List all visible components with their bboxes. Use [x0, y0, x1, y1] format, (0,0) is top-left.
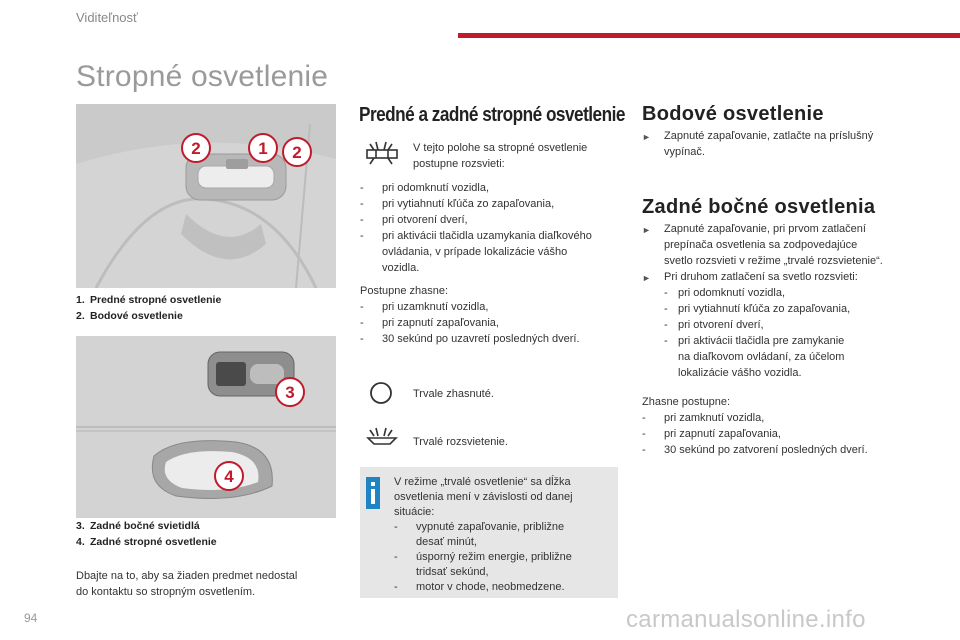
- badge-2-left: [180, 132, 212, 164]
- rear-off-conditions: Zhasne postupne: - pri zamknutí vozidla, - pri zapnutí zapaľovania, - 30 sekúnd po zatvorení posledných dverí.: [642, 394, 912, 458]
- watermark: carmanualsonline.info: [626, 606, 866, 633]
- door-mode-text: V tejto polohe sa stropné osvetlenie postupne rozsvieti:: [413, 142, 588, 170]
- captions-rear: [76, 518, 217, 550]
- header-accent-bar: [458, 33, 960, 38]
- list-item: - motor v chode, neobmedzene.: [394, 581, 565, 593]
- door-mode-icon: [364, 140, 400, 168]
- svg-text:2: 2: [191, 139, 201, 158]
- light-off-icon: [368, 380, 394, 406]
- rear-lights-photo: [76, 336, 336, 518]
- captions-front: [76, 292, 221, 324]
- page-title: Stropné osvetlenie: [76, 60, 329, 93]
- list-item: - pri zamknutí vozidla,: [642, 412, 765, 424]
- list-item: - pri vytiahnutí kľúča zo zapaľovania,: [360, 198, 555, 210]
- svg-text:3: 3: [285, 383, 295, 402]
- page-number: 94: [24, 611, 38, 625]
- list-item: - pri zapnutí zapaľovania,: [360, 317, 499, 329]
- caption-item: 3. Zadné bočné svietidlá: [76, 520, 200, 532]
- badge-4: [213, 460, 245, 492]
- spot-light-heading: Bodové osvetlenie: [642, 103, 824, 125]
- svg-text:2: 2: [292, 143, 302, 162]
- badge-3: [274, 376, 306, 408]
- list-item: - pri aktivácii tlačidla uzamykania diaľkového ovládania, v prípade lokalizácie vášho vozidla.: [360, 230, 592, 274]
- caption-item: 4. Zadné stropné osvetlenie: [76, 536, 217, 548]
- list-item: - pri vytiahnutí kľúča zo zapaľovania,: [664, 303, 851, 315]
- badge-2-right: [281, 136, 313, 168]
- left-note: Dbajte na to, aby sa žiaden predmet nedostal do kontaktu so stropným osvetlením.: [76, 570, 298, 598]
- list-item: - 30 sekúnd po uzavretí posledných dverí.: [360, 333, 580, 345]
- list-item: - pri uzamknutí vozidla,: [360, 301, 489, 313]
- rear-side-heading: Zadné bočné osvetlenia: [642, 196, 876, 218]
- list-item: - pri otvorení dverí,: [664, 319, 764, 331]
- list-item: - pri otvorení dverí,: [360, 214, 468, 226]
- list-item: ► Pri druhom zatlačení sa svetlo rozsvieti: - pri odomknutí vozidla, - pri vytiahnutí kľúča zo zapaľovania, - pri otvorení dverí, - pri aktivácii tlačidla pre zamykanie na diaľkovom ovládaní, za účelom lokalizácie vášho vozidla.: [642, 269, 912, 381]
- list-item: ► Zapnuté zapaľovanie, pri prvom zatlačení prepínača osvetlenia sa zodpovedajúce svetlo rozsvieti v režime „trvalé rozsvietenie“.: [642, 223, 883, 267]
- svg-text:4: 4: [224, 467, 234, 486]
- on-conditions-list: [360, 180, 622, 276]
- caption-item: 2. Bodové osvetlenie: [76, 310, 183, 322]
- light-on-icon: [364, 426, 400, 454]
- light-on-label: Trvalé rozsvietenie.: [413, 436, 508, 448]
- front-lights-photo: [76, 104, 336, 288]
- list-item: - úsporný režim energie, približne tridsať sekúnd,: [394, 551, 572, 578]
- info-box: [360, 467, 618, 598]
- badge-1: [247, 132, 279, 164]
- list-item: - pri odomknutí vozidla,: [664, 287, 785, 299]
- info-text: V režime „trvalé osvetlenie“ sa dĺžka osvetlenia mení v závislosti od danej situácie: - vypnuté zapaľovanie, približne desať minút, - úsporný režim energie, približne tridsať sekúnd, - motor v chode, neobmedzene.: [394, 475, 614, 595]
- spot-light-text: ► Zapnuté zapaľovanie, zatlačte na príslušný vypínač.: [642, 130, 874, 158]
- list-item: - 30 sekúnd po zatvorení posledných dverí.: [642, 444, 868, 456]
- caption-item: 1. Predné stropné osvetlenie: [76, 294, 222, 306]
- off-conditions: Postupne zhasne: - pri uzamknutí vozidla, - pri zapnutí zapaľovania, - 30 sekúnd po uzavretí posledných dverí.: [360, 283, 622, 347]
- list-item: - vypnuté zapaľovanie, približne desať minút,: [394, 521, 565, 548]
- section-label: Viditeľnosť: [76, 10, 138, 25]
- list-item: - pri odomknutí vozidla,: [360, 182, 489, 194]
- list-item: - pri aktivácii tlačidla pre zamykanie na diaľkovom ovládaní, za účelom lokalizácie vášho vozidla.: [664, 335, 845, 379]
- list-item: - pri zapnutí zapaľovania,: [642, 428, 781, 440]
- rear-side-text: [642, 221, 912, 381]
- front-rear-heading: Predné a zadné stropné osvetlenie: [359, 104, 625, 126]
- svg-text:1: 1: [258, 139, 268, 158]
- info-icon: [366, 477, 380, 509]
- light-off-label: Trvale zhasnuté.: [413, 388, 494, 400]
